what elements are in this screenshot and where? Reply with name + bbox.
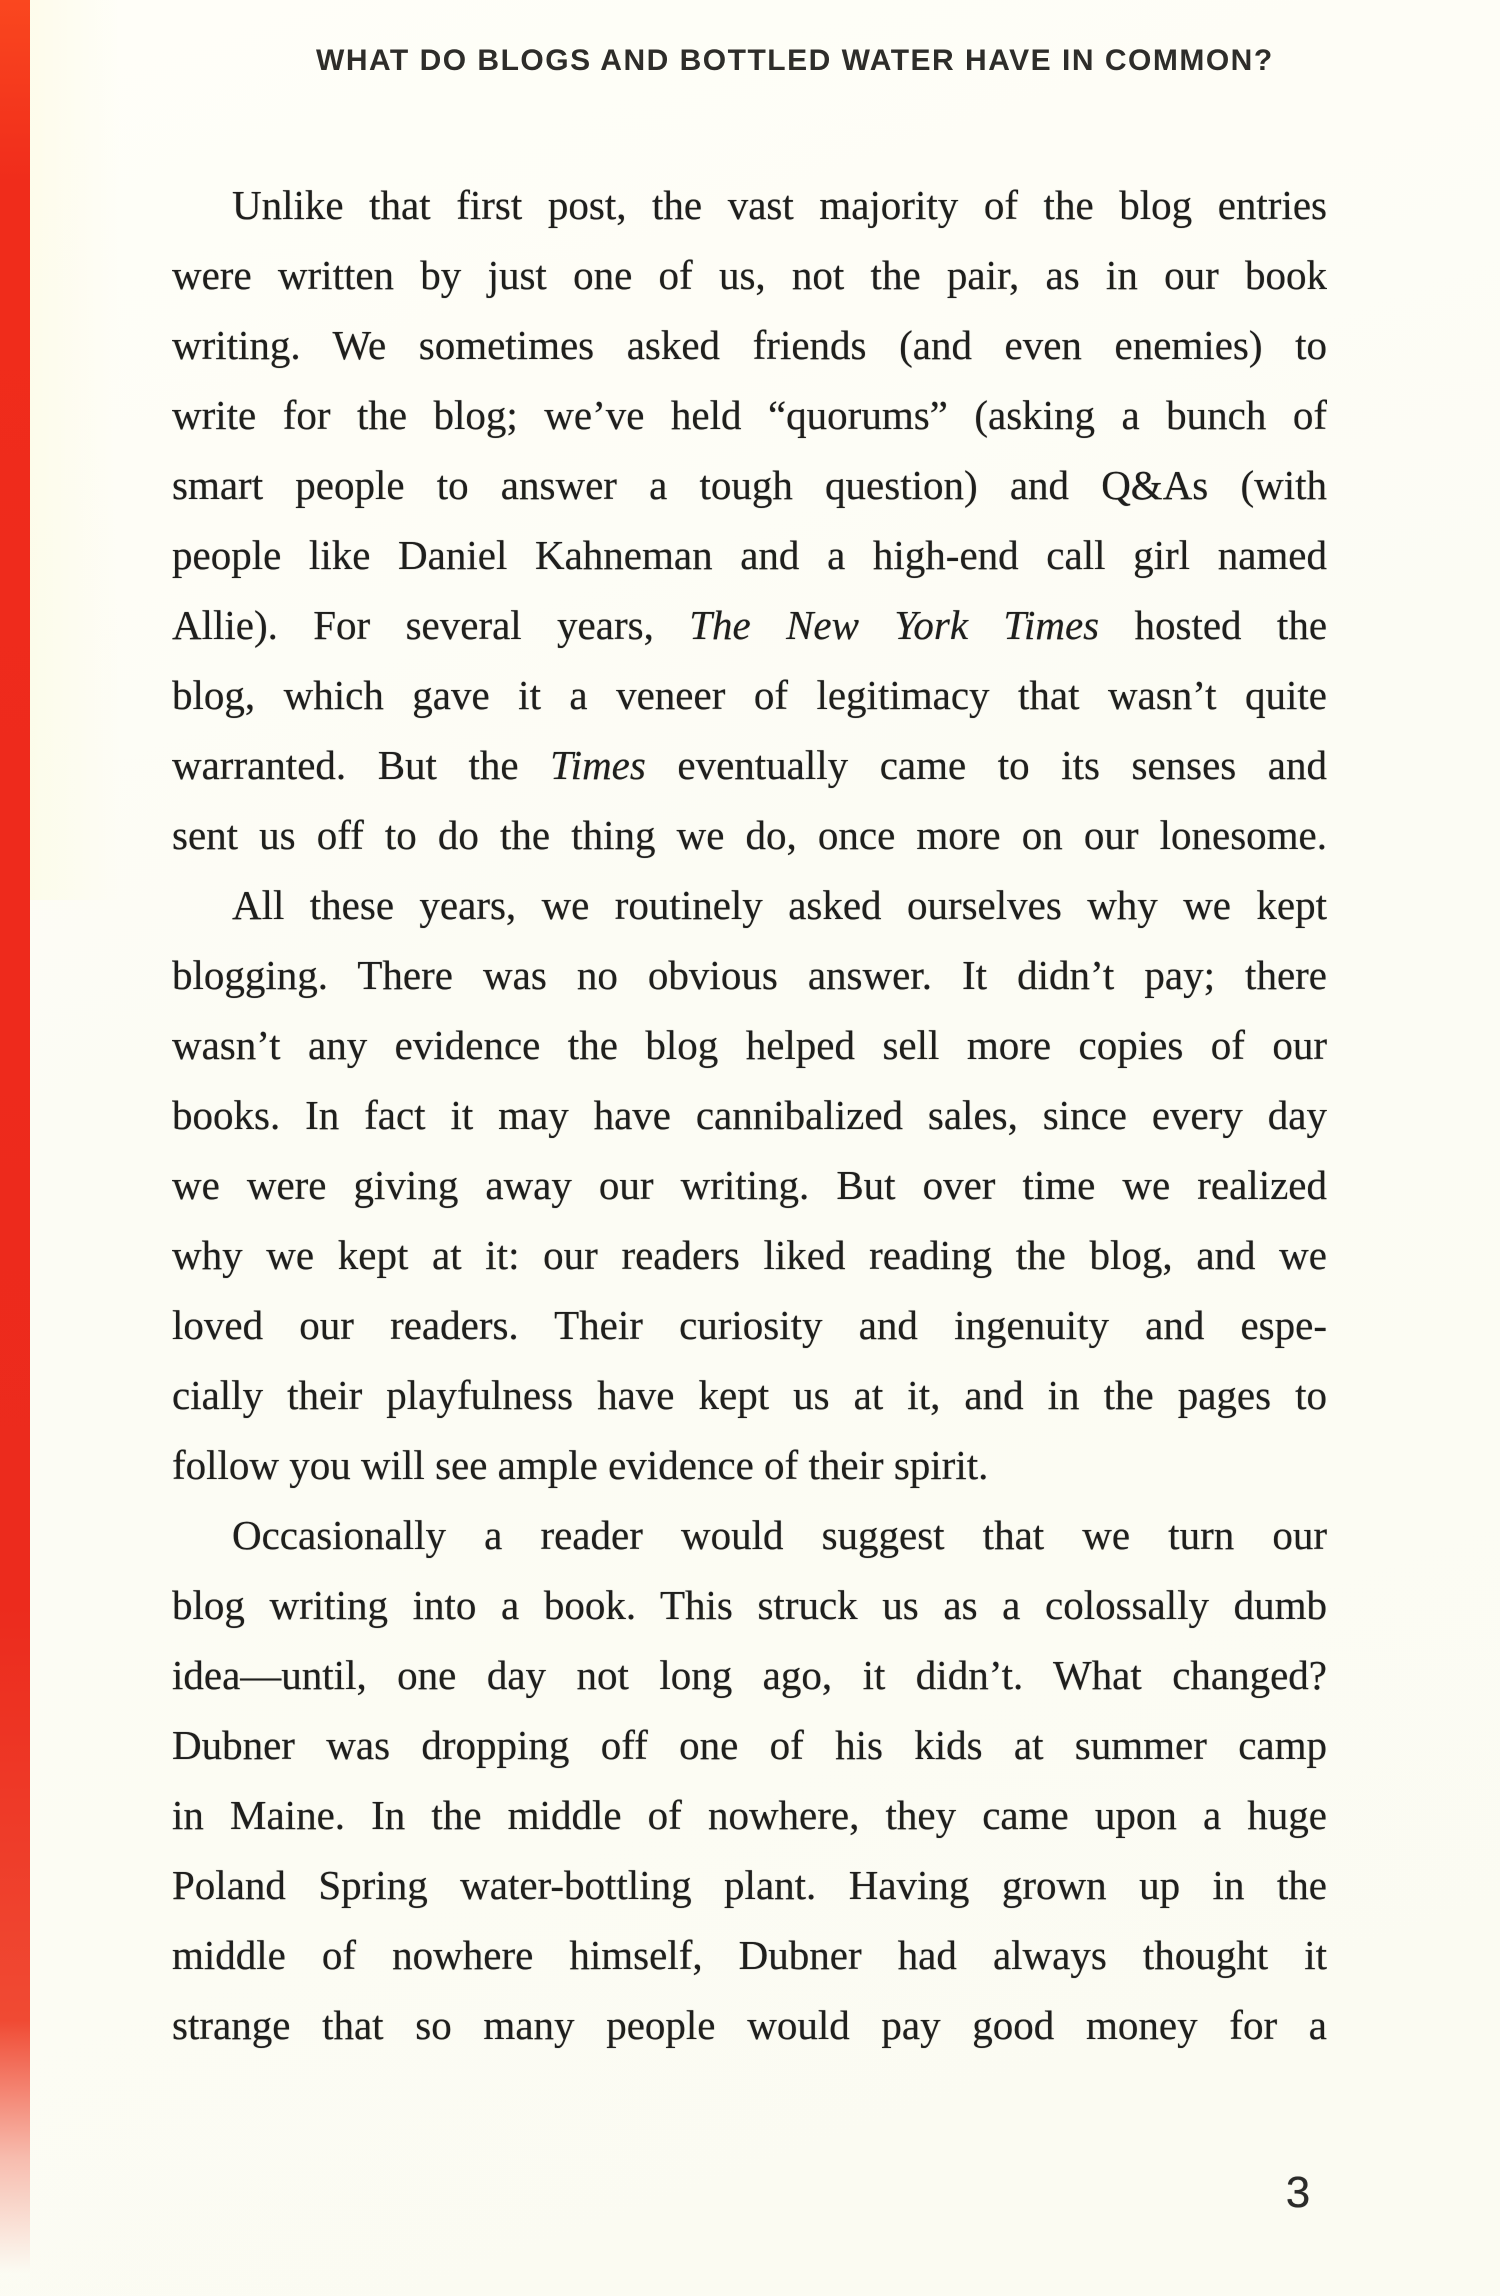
text-line <box>172 1710 1327 1780</box>
text-line <box>172 1080 1327 1150</box>
text-segment: smart people to answer a tough question) and Q&As (with <box>172 462 1327 508</box>
text-line <box>172 1850 1327 1920</box>
text-line <box>172 240 1327 310</box>
text-segment: Dubner was dropping off one of his kids at summer camp <box>172 1722 1327 1768</box>
text-segment: middle of nowhere himself, Dubner had always thought it <box>172 1932 1327 1978</box>
text-line <box>172 800 1327 870</box>
text-line <box>172 660 1327 730</box>
text-segment: Allie). For several years, <box>172 602 690 648</box>
paragraph <box>172 1500 1327 2060</box>
scan-tint <box>30 0 120 900</box>
text-line <box>172 1780 1327 1850</box>
text-line <box>172 730 1327 800</box>
text-line <box>172 1500 1327 1570</box>
text-segment: eventually came to its senses and <box>645 742 1327 788</box>
text-segment: write for the blog; we’ve held “quorums” (asking a bunch of <box>172 392 1327 438</box>
text-segment: books. In fact it may have cannibalized sales, since every day <box>172 1092 1327 1138</box>
text-line <box>172 450 1327 520</box>
paragraph <box>172 870 1327 1500</box>
text-segment: warranted. But the <box>172 742 551 788</box>
text-line <box>172 1290 1327 1360</box>
text-segment: were written by just one of us, not the pair, as in our book <box>172 252 1327 298</box>
text-segment: wasn’t any evidence the blog helped sell more copies of our <box>172 1022 1327 1068</box>
text-line <box>172 1920 1327 1990</box>
text-segment: sent us off to do the thing we do, once more on our lonesome. <box>172 812 1327 858</box>
text-segment: idea—until, one day not long ago, it didn’t. What changed? <box>172 1652 1327 1698</box>
text-line <box>172 1360 1327 1430</box>
text-line <box>172 1150 1327 1220</box>
running-header: WHAT DO BLOGS AND BOTTLED WATER HAVE IN COMMON? <box>316 44 1274 77</box>
text-line <box>172 940 1327 1010</box>
text-line <box>172 1990 1327 2060</box>
book-cover-edge <box>0 0 30 2296</box>
italic-text: Times <box>550 742 646 788</box>
text-line <box>172 170 1327 240</box>
text-segment: why we kept at it: our readers liked reading the blog, and we <box>172 1232 1327 1278</box>
text-line <box>172 590 1327 660</box>
text-line <box>172 380 1327 450</box>
text-segment: loved our readers. Their curiosity and ingenuity and espe- <box>172 1302 1327 1348</box>
page-number: 3 <box>1285 2168 1311 2217</box>
text-line <box>172 1220 1327 1290</box>
text-segment: Occasionally a reader would suggest that we turn our <box>232 1512 1327 1558</box>
paragraph <box>172 170 1327 870</box>
text-segment: cially their playfulness have kept us at it, and in the pages to <box>172 1372 1327 1418</box>
text-line <box>172 1640 1327 1710</box>
text-segment: All these years, we routinely asked ourselves why we kept <box>232 882 1327 928</box>
text-segment: blog, which gave it a veneer of legitimacy that wasn’t quite <box>172 672 1327 718</box>
text-line <box>172 1570 1327 1640</box>
text-segment: people like Daniel Kahneman and a high-end call girl named <box>172 532 1327 578</box>
text-segment: writing. We sometimes asked friends (and even enemies) to <box>172 322 1327 368</box>
text-segment: in Maine. In the middle of nowhere, they came upon a huge <box>172 1792 1327 1838</box>
text-segment: strange that so many people would pay good money for a <box>172 2002 1327 2048</box>
text-segment: follow you will see ample evidence of their spirit. <box>172 1442 989 1488</box>
text-segment: we were giving away our writing. But over time we realized <box>172 1162 1327 1208</box>
text-segment: hosted the <box>1099 602 1327 648</box>
text-segment: Poland Spring water-bottling plant. Having grown up in the <box>172 1862 1327 1908</box>
text-line <box>172 1430 1327 1500</box>
text-line <box>172 1010 1327 1080</box>
text-segment: Unlike that first post, the vast majority of the blog entries <box>232 182 1327 228</box>
italic-text: The New York Times <box>689 602 1100 648</box>
text-segment: blog writing into a book. This struck us as a colossally dumb <box>172 1582 1327 1628</box>
text-line <box>172 870 1327 940</box>
text-line <box>172 310 1327 380</box>
text-segment: blogging. There was no obvious answer. It didn’t pay; there <box>172 952 1327 998</box>
body-text <box>172 170 1327 2060</box>
text-line <box>172 520 1327 590</box>
